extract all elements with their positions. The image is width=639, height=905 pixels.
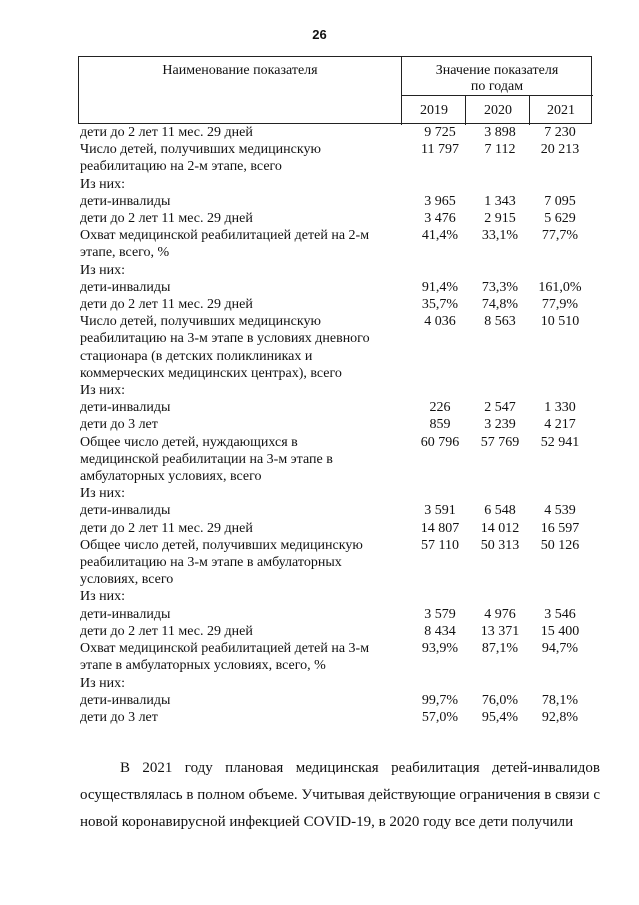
value-2019: [410, 451, 470, 468]
row-label: Охват медицинской реабилитацией детей на 2-м: [80, 228, 370, 244]
table-row: [80, 210, 592, 227]
value-2019: [410, 485, 470, 502]
value-2020: [470, 158, 530, 175]
value-2019: 859: [429, 417, 451, 433]
table-row: [80, 640, 592, 657]
table-row: [80, 502, 592, 519]
value-2021: [530, 330, 590, 347]
value-2020: [470, 262, 530, 279]
row-label: Из них:: [80, 486, 126, 502]
value-2020: [470, 485, 530, 502]
header-values-line2: по годам: [470, 79, 524, 94]
value-2020: [470, 588, 530, 605]
value-2019: [410, 158, 470, 175]
value-2020: [470, 571, 530, 588]
table-header: [78, 56, 592, 124]
value-2021: [530, 382, 590, 399]
value-2020: 4 976: [484, 606, 516, 622]
value-2021: [530, 657, 590, 674]
value-2019: [410, 176, 470, 193]
value-2021: 92,8%: [541, 709, 579, 725]
row-label: дети до 2 лет 11 мес. 29 дней: [80, 520, 253, 536]
value-2021: [530, 554, 590, 571]
header-divider: [465, 95, 466, 125]
value-2019: [410, 348, 470, 365]
value-2021: 94,7%: [541, 641, 579, 657]
value-2020: 2 547: [484, 400, 516, 416]
value-2019: [410, 675, 470, 692]
table-row: [80, 554, 592, 571]
table-row: [80, 537, 592, 554]
value-2021: 7 095: [544, 193, 576, 209]
value-2019: 14 807: [420, 520, 460, 536]
table-row: [80, 382, 592, 399]
value-2021: 52 941: [540, 434, 580, 450]
value-2021: 4 539: [544, 503, 576, 519]
row-label: реабилитацию на 3-м этапе в амбулаторных: [80, 555, 342, 571]
value-2020: 1 343: [484, 193, 516, 209]
value-2020: 87,1%: [481, 641, 519, 657]
row-label: дети-инвалиды: [80, 606, 171, 622]
value-2019: 11 797: [421, 142, 459, 158]
value-2020: 73,3%: [481, 279, 519, 295]
value-2020: 8 563: [484, 314, 516, 330]
value-2021: [530, 158, 590, 175]
value-2021: 50 126: [540, 537, 580, 553]
table-body: [80, 124, 592, 726]
table-row: [80, 692, 592, 709]
value-2021: 77,7%: [541, 228, 579, 244]
header-values-line1: Значение показателя: [435, 63, 559, 78]
row-label: условиях, всего: [80, 572, 174, 588]
table-row: [80, 520, 592, 537]
row-label: стационара (в детских поликлиниках и: [80, 348, 313, 364]
row-label: дети-инвалиды: [80, 279, 171, 295]
value-2019: 57 110: [421, 537, 459, 553]
value-2020: [470, 554, 530, 571]
value-2019: 91,4%: [421, 279, 459, 295]
value-2021: 20 213: [540, 142, 580, 158]
table-row: [80, 158, 592, 175]
table-row: [80, 416, 592, 433]
table-row: [80, 262, 592, 279]
row-label: медицинской реабилитации на 3-м этапе в: [80, 451, 333, 467]
value-2021: [530, 571, 590, 588]
value-2019: [410, 468, 470, 485]
value-2021: 161,0%: [538, 279, 582, 295]
value-2020: 6 548: [484, 503, 516, 519]
row-label: Из них:: [80, 262, 126, 278]
table-row: [80, 709, 592, 726]
value-2021: 4 217: [544, 417, 576, 433]
value-2020: [470, 348, 530, 365]
row-label: дети до 2 лет 11 мес. 29 дней: [80, 623, 253, 639]
value-2020: 3 239: [484, 417, 516, 433]
value-2020: 33,1%: [481, 228, 519, 244]
value-2021: [530, 588, 590, 605]
row-label: дети до 2 лет 11 мес. 29 дней: [80, 125, 253, 140]
value-2019: [410, 330, 470, 347]
value-2021: [530, 451, 590, 468]
row-label: дети до 2 лет 11 мес. 29 дней: [80, 297, 253, 313]
value-2020: [470, 657, 530, 674]
row-label: дети-инвалиды: [80, 692, 171, 708]
value-2020: [470, 451, 530, 468]
value-2019: [410, 244, 470, 261]
value-2019: 41,4%: [421, 228, 459, 244]
table-row: [80, 141, 592, 158]
value-2019: 9 725: [424, 125, 456, 140]
row-label: Из них:: [80, 589, 126, 605]
row-label: дети до 2 лет 11 мес. 29 дней: [80, 211, 253, 227]
table-row: [80, 244, 592, 261]
value-2020: [470, 244, 530, 261]
value-2019: [410, 262, 470, 279]
table-row: [80, 434, 592, 451]
value-2019: 57,0%: [421, 709, 459, 725]
value-2019: 3 476: [424, 211, 456, 227]
value-2020: 3 898: [484, 125, 516, 140]
value-2020: [470, 365, 530, 382]
value-2021: [530, 365, 590, 382]
table-row: [80, 451, 592, 468]
table-row: [80, 485, 592, 502]
table-row: [80, 571, 592, 588]
value-2019: [410, 571, 470, 588]
value-2020: 74,8%: [481, 297, 519, 313]
value-2019: [410, 554, 470, 571]
value-2019: 35,7%: [421, 297, 459, 313]
value-2019: 3 965: [424, 193, 456, 209]
header-indicator-name: Наименование показателя: [162, 63, 318, 78]
value-2020: 76,0%: [481, 692, 519, 708]
value-2019: [410, 382, 470, 399]
value-2019: [410, 365, 470, 382]
table-row: [80, 227, 592, 244]
table-row: [80, 606, 592, 623]
row-label: реабилитацию на 2-м этапе, всего: [80, 159, 282, 175]
value-2021: 5 629: [544, 211, 576, 227]
value-2021: 77,9%: [541, 297, 579, 313]
year-2019: 2019: [420, 103, 448, 118]
table-row: [80, 193, 592, 210]
value-2019: 4 036: [424, 314, 456, 330]
value-2020: 57 769: [480, 434, 520, 450]
value-2019: 93,9%: [421, 641, 459, 657]
row-label: Общее число детей, получивших медицинскую: [80, 537, 363, 553]
table-row: [80, 623, 592, 640]
row-label: дети-инвалиды: [80, 400, 171, 416]
year-2020: 2020: [484, 103, 512, 118]
value-2021: [530, 675, 590, 692]
value-2019: 3 579: [424, 606, 456, 622]
page-number: 26: [312, 27, 327, 42]
value-2020: [470, 330, 530, 347]
value-2019: 99,7%: [421, 692, 459, 708]
table-row: [80, 124, 592, 141]
paragraph-text: В 2021 году плановая медицинская реабилитация детей-инвалидов осуществлялась в полном объеме. Учитывая действующие ограничения в связи с новой коронавирусной инфекцией COVID-19, в 2020 году все дети получили: [80, 760, 600, 830]
row-label: дети-инвалиды: [80, 193, 171, 209]
value-2020: [470, 468, 530, 485]
row-label: коммерческих медицинских центрах), всего: [80, 365, 342, 381]
value-2020: 14 012: [480, 520, 520, 536]
table-row: [80, 176, 592, 193]
value-2020: [470, 176, 530, 193]
table-row: [80, 657, 592, 674]
header-divider: [401, 95, 593, 96]
value-2021: [530, 468, 590, 485]
value-2020: 50 313: [480, 537, 520, 553]
value-2021: [530, 485, 590, 502]
table-row: [80, 675, 592, 692]
value-2019: 8 434: [424, 623, 456, 639]
table-row: [80, 313, 592, 330]
header-indicator-values: [401, 63, 593, 95]
row-label: Охват медицинской реабилитацией детей на 3-м: [80, 641, 370, 657]
table-row: [80, 588, 592, 605]
row-label: Из них:: [80, 176, 126, 192]
value-2019: [410, 657, 470, 674]
value-2019: 3 591: [424, 503, 456, 519]
value-2021: 78,1%: [541, 692, 579, 708]
row-label: Общее число детей, нуждающихся в: [80, 434, 298, 450]
table-row: [80, 468, 592, 485]
table-row: [80, 348, 592, 365]
value-2020: 2 915: [484, 211, 516, 227]
body-paragraph: [80, 755, 600, 836]
row-label: этапе в амбулаторных условиях, всего, %: [80, 658, 326, 674]
table-row: [80, 296, 592, 313]
value-2019: 60 796: [420, 434, 460, 450]
row-label: Число детей, получивших медицинскую: [80, 314, 321, 330]
table-row: [80, 279, 592, 296]
value-2020: 7 112: [484, 142, 516, 158]
value-2021: 10 510: [540, 314, 580, 330]
value-2021: 15 400: [540, 623, 580, 639]
table-row: [80, 365, 592, 382]
value-2020: 95,4%: [481, 709, 519, 725]
value-2020: [470, 675, 530, 692]
row-label: реабилитацию на 3-м этапе в условиях дневного: [80, 331, 370, 347]
row-label: Из них:: [80, 383, 126, 399]
value-2021: [530, 348, 590, 365]
table-row: [80, 399, 592, 416]
value-2021: 7 230: [544, 125, 576, 140]
row-label: этапе, всего, %: [80, 245, 170, 261]
value-2021: [530, 176, 590, 193]
value-2020: 13 371: [480, 623, 520, 639]
row-label: дети-инвалиды: [80, 503, 171, 519]
row-label: дети до 3 лет: [80, 709, 158, 725]
row-label: Из них:: [80, 675, 126, 691]
table-row: [80, 330, 592, 347]
row-label: дети до 3 лет: [80, 417, 158, 433]
value-2021: 3 546: [544, 606, 576, 622]
value-2021: [530, 262, 590, 279]
value-2021: 1 330: [544, 400, 576, 416]
row-label: амбулаторных условиях, всего: [80, 469, 262, 485]
value-2019: 226: [429, 400, 451, 416]
value-2021: [530, 244, 590, 261]
value-2019: [410, 588, 470, 605]
row-label: Число детей, получивших медицинскую: [80, 142, 321, 158]
value-2020: [470, 382, 530, 399]
year-2021: 2021: [547, 103, 575, 118]
value-2021: 16 597: [540, 520, 580, 536]
